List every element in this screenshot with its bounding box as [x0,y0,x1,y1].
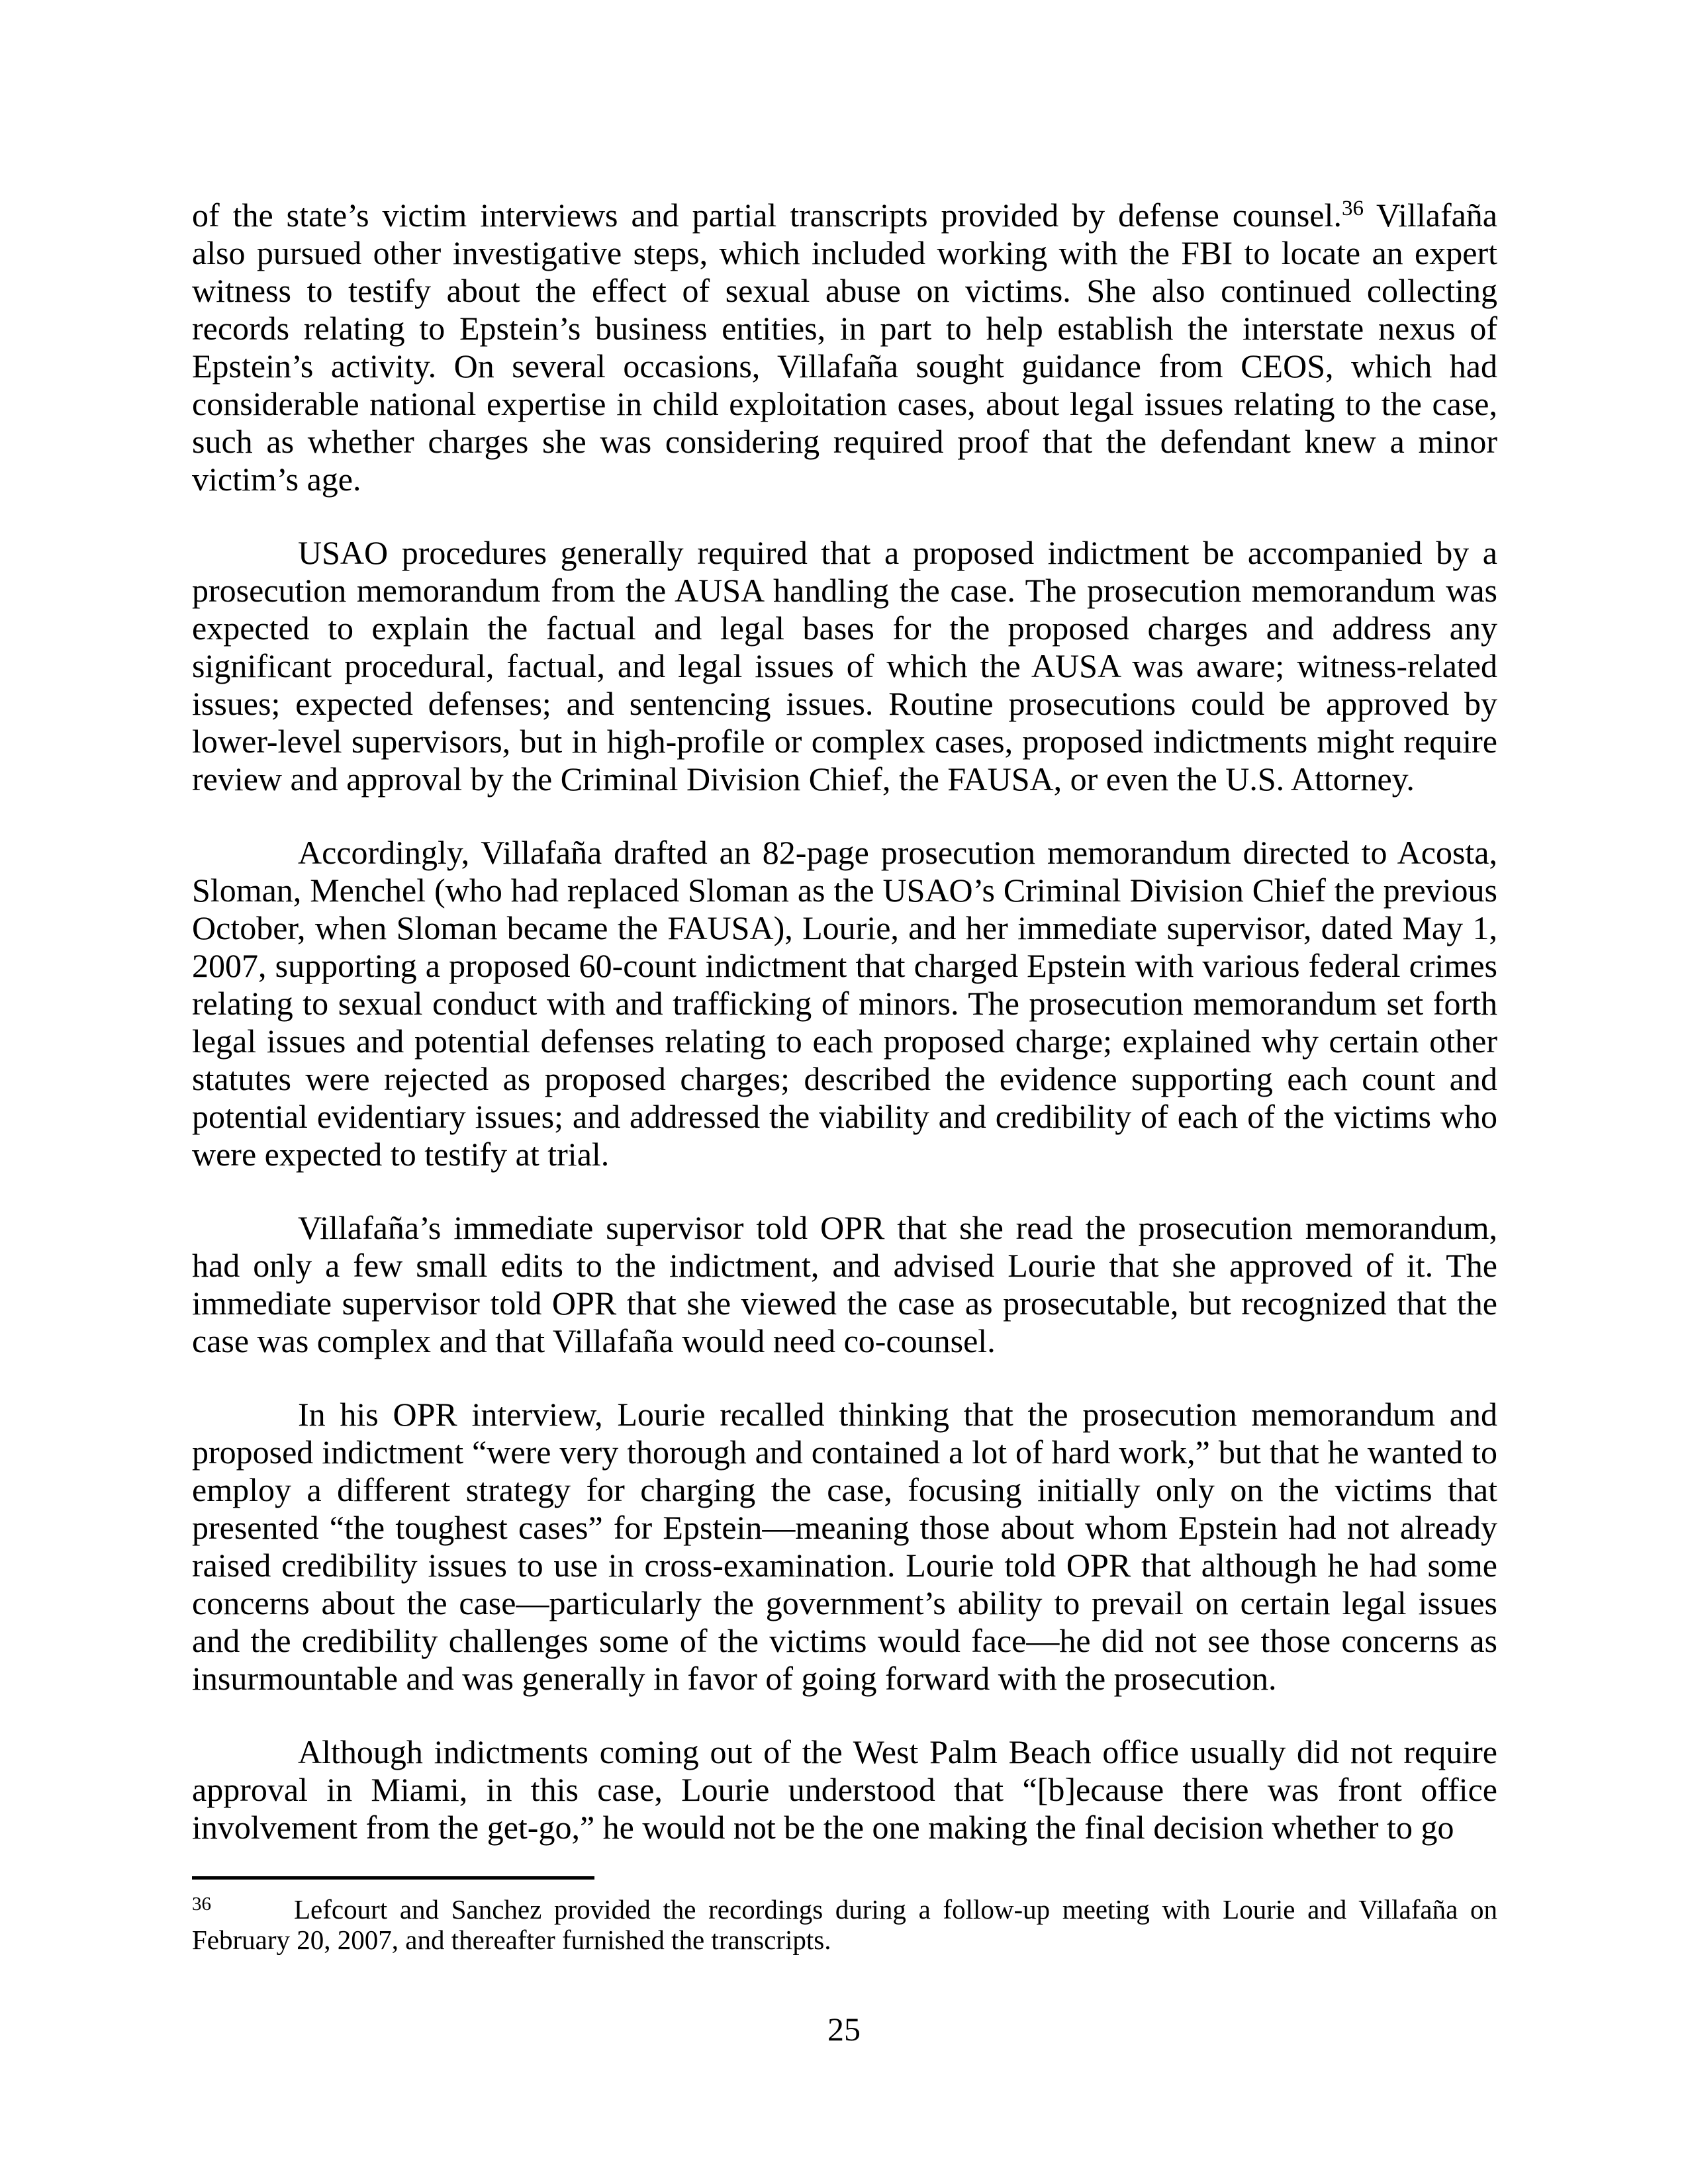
body-paragraph: Villafaña’s immediate supervisor told OPR that she read the prosecution memorandum, had only a few small edits to the indictment, and advised Lourie that she approved of it. The immediate supervisor told OPR that she viewed the case as prosecutable, but recognized that the case was complex and that Villafaña would need co-counsel. [192,1209,1497,1359]
body-paragraph: of the state’s victim interviews and partial transcripts provided by defense counsel.$^{36}$ Villafaña also pursued other investigative steps, which included working with the FBI to locate an expert witness to testify about the effect of sexual abuse on victims. She also continued collecting records relating to Epstein’s business entities, in part to help establish the interstate nexus of Epstein’s activity. On several occasions, Villafaña sought guidance from CEOS, which had considerable national expertise in child exploitation cases, about legal issues relating to the case, such as whether charges she was considering required proof that the defendant knew a minor victim’s age. [192,197,1498,498]
footnote-separator [192,1876,594,1880]
footnote-marker: 36 [192,1893,211,1915]
footnote-text: Lefcourt and Sanchez provided the recordings during a follow-up meeting with Lourie and Villafaña on February 20, 2007, and thereafter furnished the transcripts. [192,1894,1497,1955]
page-number: 25 [827,2011,861,2048]
footnote-reference: 36 [1341,197,1364,220]
body-paragraph: Accordingly, Villafaña drafted an 82-page prosecution memorandum directed to Acosta, Sloman, Menchel (who had replaced Sloman as the USAO’s Criminal Division Chief the previous October, when Sloman became the FAUSA), Lourie, and her immediate supervisor, dated May 1, 2007, supporting a proposed 60-count indictment that charged Epstein with various federal crimes relating to sexual conduct with and trafficking of minors. The prosecution memorandum set forth legal issues and potential defenses relating to each proposed charge; explained why certain other statutes were rejected as proposed charges; described the evidence supporting each count and potential evidentiary issues; and addressed the viability and credibility of each of the victims who were expected to testify at trial. [192,834,1497,1173]
footnote [192,1894,1497,1955]
body-text [192,197,1497,1882]
body-paragraph: Although indictments coming out of the West Palm Beach office usually did not require approval in Miami, in this case, Lourie understood that “[b]ecause there was front office involvement from the get-go,” he would not be the one making the final decision whether to go [192,1733,1497,1846]
body-paragraph: In his OPR interview, Lourie recalled thinking that the prosecution memorandum and proposed indictment “were very thorough and contained a lot of hard work,” but that he wanted to employ a different strategy for charging the case, focusing initially only on the victims that presented “the toughest cases” for Epstein—meaning those about whom Epstein had not already raised credibility issues to use in cross-examination. Lourie told OPR that although he had some concerns about the case—particularly the government’s ability to prevail on certain legal issues and the credibility challenges some of the victims would face—he did not see those concerns as insurmountable and was generally in favor of going forward with the prosecution. [192,1396,1497,1697]
body-paragraph: USAO procedures generally required that a proposed indictment be accompanied by a prosecution memorandum from the AUSA handling the case. The prosecution memorandum was expected to explain the factual and legal bases for the proposed charges and address any significant procedural, factual, and legal issues of which the AUSA was aware; witness-related issues; expected defenses; and sentencing issues. Routine prosecutions could be approved by lower-level supervisors, but in high-profile or complex cases, proposed indictments might require review and approval by the Criminal Division Chief, the FAUSA, or even the U.S. Attorney. [192,534,1497,797]
